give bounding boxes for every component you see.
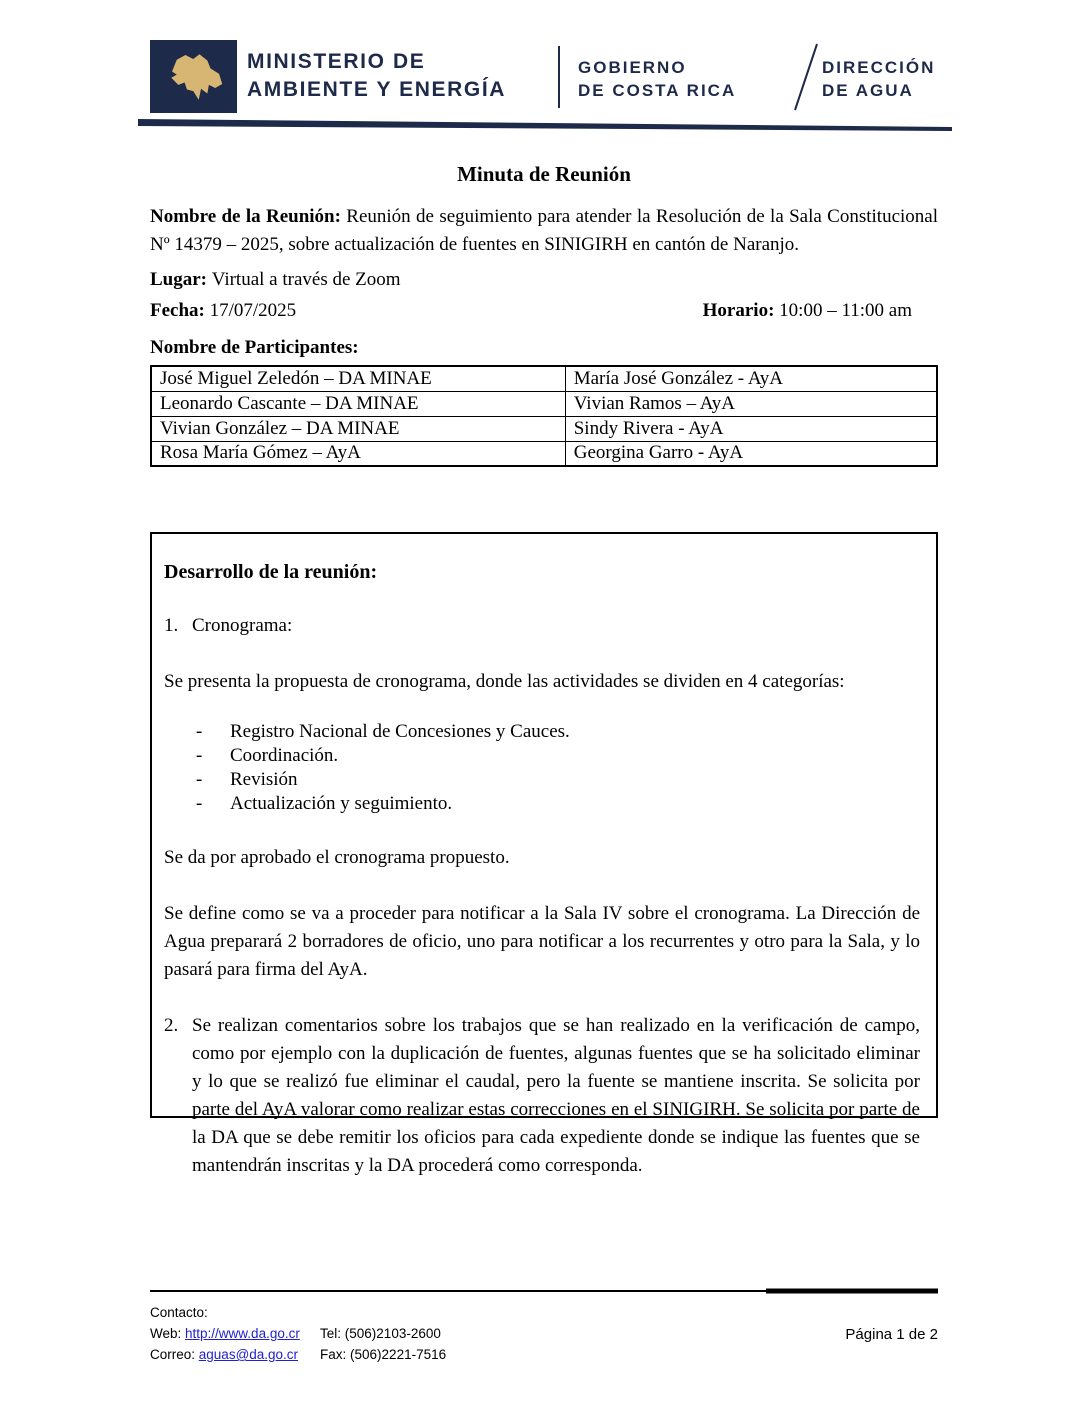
tel-label: Tel: <box>320 1326 342 1341</box>
government-name <box>578 56 736 102</box>
web-label: Web: <box>150 1326 182 1341</box>
numbered-item-2 <box>164 1012 920 1180</box>
bullet-text: Revisión <box>230 769 298 790</box>
list-item <box>196 792 920 816</box>
page-number: Página 1 de 2 <box>845 1326 938 1343</box>
email-link[interactable]: aguas@da.go.cr <box>198 1347 299 1362</box>
direction-name-line2: DE AGUA <box>822 81 914 100</box>
participant-cell: María José González - AyA <box>565 366 937 391</box>
list-item <box>196 768 920 792</box>
participant-cell: Sindy Rivera - AyA <box>565 416 937 441</box>
bullet-dash: - <box>196 721 203 742</box>
costa-rica-map-icon <box>161 48 227 106</box>
bullet-text: Coordinación. <box>230 745 339 766</box>
item-number: 2. <box>164 1015 179 1036</box>
fax-field <box>320 1344 938 1365</box>
place-text: Virtual a través de Zoom <box>211 269 401 290</box>
time-text: 10:00 – 11:00 am <box>779 300 912 321</box>
web-link[interactable]: http://www.da.go.cr <box>185 1326 300 1341</box>
participant-cell: Rosa María Gómez – AyA <box>151 441 565 466</box>
direction-name-line1: DIRECCIÓN <box>822 58 936 77</box>
government-name-line2: DE COSTA RICA <box>578 81 737 100</box>
bullet-dash: - <box>196 769 203 790</box>
category-list <box>164 720 920 816</box>
government-name-line1: GOBIERNO <box>578 58 687 77</box>
contact-label: Contacto: <box>150 1305 208 1320</box>
table-row <box>151 366 937 391</box>
footer-separator-line <box>150 1288 938 1294</box>
bullet-dash: - <box>196 745 203 766</box>
item-title: Cronograma: <box>192 615 293 636</box>
ministry-logo <box>150 40 237 113</box>
participants-table-body <box>151 366 937 466</box>
contact-grid <box>150 1323 938 1365</box>
approval-paragraph: Se da por aprobado el cronograma propuesto. <box>164 847 510 868</box>
participant-cell: José Miguel Zeledón – DA MINAE <box>151 366 565 391</box>
table-row <box>151 416 937 441</box>
meeting-name-label: Nombre de la Reunión: <box>150 206 341 227</box>
item-text: Se realizan comentarios sobre los trabajos que se han realizado en la verificación de campo, como por ejemplo con la duplicación de fuentes, algunas fuentes que se ha solicitado eliminar y lo que se realizó fue eliminar el caudal, pero la fuente se mantiene inscrita. Se solicita por parte del AyA valorar como realizar estas correcciones en el SINIGIRH. Se solicita por parte de la DA que se debe remitir los oficios para cada expediente donde se indique las fuentes que se mantendrán inscritas y la DA procederá como corresponda. <box>192 1015 920 1176</box>
participant-cell: Georgina Garro - AyA <box>565 441 937 466</box>
intro-paragraph: Se presenta la propuesta de cronograma, donde las actividades se dividen en 4 categorías: <box>164 671 845 692</box>
participant-cell: Vivian González – DA MINAE <box>151 416 565 441</box>
bullet-dash: - <box>196 793 203 814</box>
ministry-name-line2: AMBIENTE Y ENERGÍA <box>247 78 507 101</box>
tel-value: (506)2103-2600 <box>344 1326 441 1341</box>
participant-cell: Leonardo Cascante – DA MINAE <box>151 391 565 416</box>
place-label: Lugar: <box>150 269 207 290</box>
participant-cell: Vivian Ramos – AyA <box>565 391 937 416</box>
header-swoosh-line <box>138 118 952 136</box>
date-text: 17/07/2025 <box>209 300 297 321</box>
ministry-name-line1: MINISTERIO DE <box>247 50 426 73</box>
place-row <box>150 266 938 294</box>
date-field <box>150 297 296 325</box>
header <box>150 40 938 114</box>
bullet-text: Actualización y seguimiento. <box>230 793 453 814</box>
table-row <box>151 391 937 416</box>
item-number: 1. <box>164 615 179 636</box>
meeting-name-text: Reunión de seguimiento para atender la Resolución de la Sala Constitucional Nº 14379 – 2025, sobre actualización de fuentes en SINIGIRH en cantón de Naranjo. <box>150 206 938 255</box>
footer <box>150 1302 938 1365</box>
table-row <box>151 441 937 466</box>
email-label: Correo: <box>150 1347 196 1362</box>
meeting-name-paragraph <box>150 203 938 259</box>
participants-label: Nombre de Participantes: <box>150 337 359 358</box>
list-item <box>196 744 920 768</box>
development-box <box>150 532 938 1176</box>
page-title: Minuta de Reunión <box>457 162 631 186</box>
datetime-row <box>150 297 938 325</box>
ministry-name <box>247 48 506 104</box>
header-vertical-divider <box>558 46 560 108</box>
time-field <box>703 297 912 325</box>
notify-paragraph: Se define como se va a proceder para notificar a la Sala IV sobre el cronograma. La Dirección de Agua preparará 2 borradores de oficio, uno para notificar a los recurrentes y otro para la Sala, y lo pasará para firma del AyA. <box>164 903 920 980</box>
bullet-text: Registro Nacional de Concesiones y Cauces. <box>230 721 570 742</box>
slash-divider-icon <box>792 40 820 114</box>
development-heading: Desarrollo de la reunión: <box>164 561 378 583</box>
document-body <box>150 162 938 1176</box>
list-item <box>196 720 920 744</box>
fax-label: Fax: <box>320 1347 347 1362</box>
web-field <box>150 1323 320 1344</box>
time-label: Horario: <box>702 300 775 321</box>
date-label: Fecha: <box>150 300 205 321</box>
direction-name <box>822 56 935 102</box>
fax-value: (506)2221-7516 <box>350 1347 447 1362</box>
numbered-item-1 <box>164 612 920 640</box>
email-field <box>150 1344 320 1365</box>
participants-table <box>150 365 938 467</box>
